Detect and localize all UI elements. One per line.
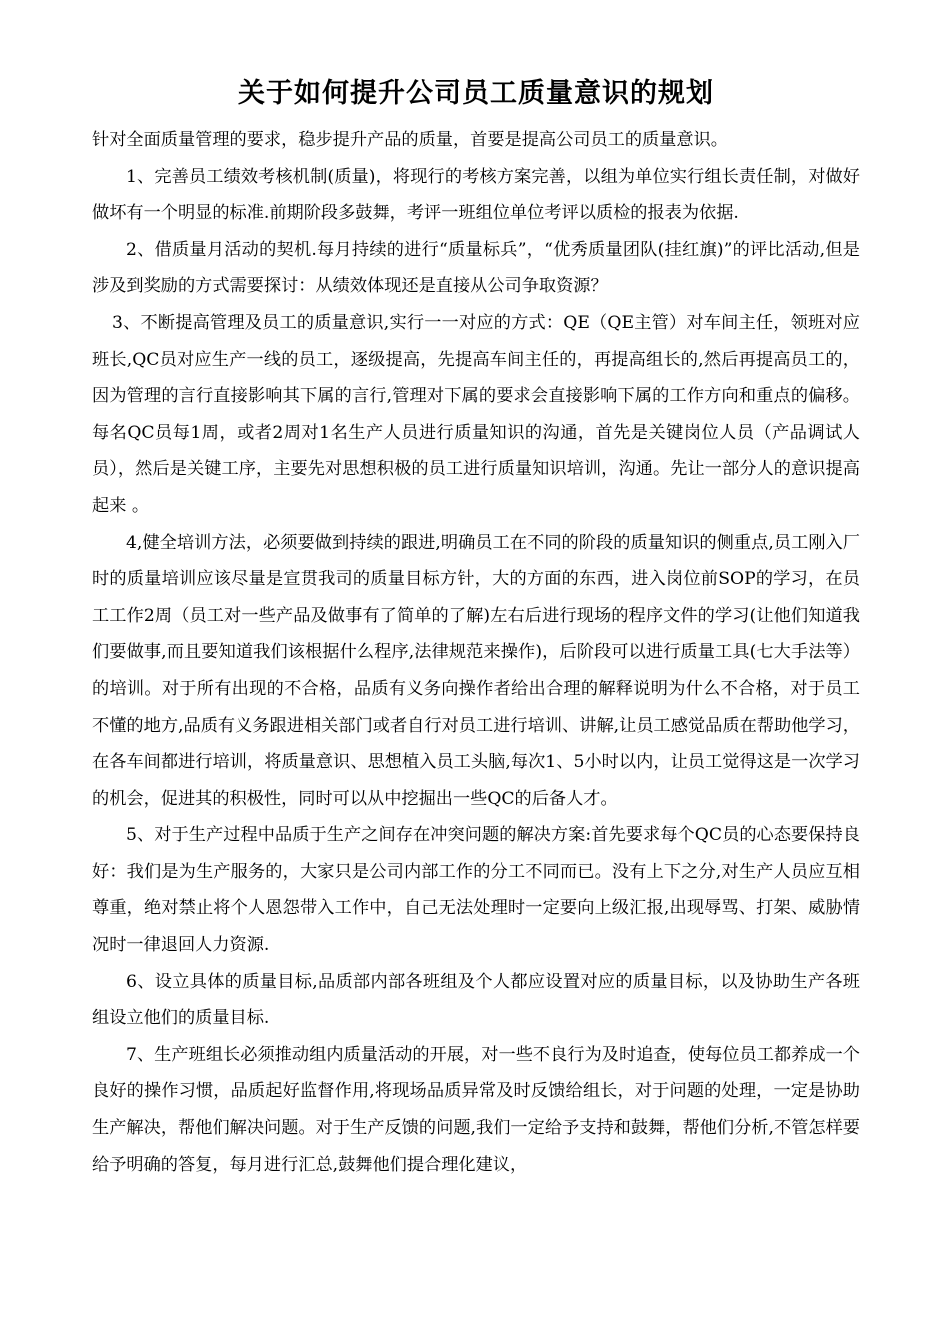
- paragraph-7: 7、生产班组长必须推动组内质量活动的开展，对一些不良行为及时追查，使每位员工都养成一个良好的操作习惯，品质起好监督作用,将现场品质异常及时反馈给组长，对于问题的处理，一定是协助生产解决，帮他们解决问题。对于生产反馈的问题,我们一定给予支持和鼓舞，帮他们分析,不管怎样要给予明确的答复，每月进行汇总,鼓舞他们提合理化建议，: [92, 1044, 860, 1175]
- paragraph-5: 5、对于生产过程中品质于生产之间存在冲突问题的解决方案:首先要求每个QC员的心态要保持良好：我们是为生产服务的，大家只是公司内部工作的分工不同而已。没有上下之分,对生产人员应互相尊重，绝对禁止将个人恩怨带入工作中，自己无法处理时一定要向上级汇报,出现辱骂、打架、威胁情况时一律退回人力资源.: [92, 825, 860, 956]
- paragraph-6: 6、设立具体的质量目标,品质部内部各班组及个人都应设置对应的质量目标，以及协助生产各班组设立他们的质量目标.: [92, 971, 860, 1029]
- document-title: 关于如何提升公司员工质量意识的规划: [238, 78, 714, 109]
- paragraph-1: 1、完善员工绩效考核机制(质量)，将现行的考核方案完善，以组为单位实行组长责任制，对做好做坏有一个明显的标准.前期阶段多鼓舞，考评一班组位单位考评以质检的报表为依据.: [92, 166, 860, 224]
- paragraph-2: 2、借质量月活动的契机.每月持续的进行“质量标兵”，“优秀质量团队(挂红旗)”的评比活动,但是涉及到奖励的方式需要探讨：从绩效体现还是直接从公司争取资源？: [92, 239, 860, 297]
- paragraph-3: 3、不断提高管理及员工的质量意识,实行一一对应的方式：QE（QE主管）对车间主任，领班对应班长,QC员对应生产一线的员工，逐级提高，先提高车间主任的，再提高组长的,然后再提高员工的，因为管理的言行直接影响其下属的言行,管理对下属的要求会直接影响下属的工作方向和重点的偏移。每名QC员每1周，或者2周对1名生产人员进行质量知识的沟通，首先是关键岗位人员（产品调试人员），然后是关键工序，主要先对思想积极的员工进行质量知识培训，沟通。先让一部分人的意识提高起来 。: [92, 312, 860, 516]
- paragraph-4: 4,健全培训方法，必须要做到持续的跟进,明确员工在不同的阶段的质量知识的侧重点,员工刚入厂时的质量培训应该尽量是宣贯我司的质量目标方针，大的方面的东西，进入岗位前SOP的学习，在员工工作2周（员工对一些产品及做事有了简单的了解)左右后进行现场的程序文件的学习(让他们知道我们要做事,而且要知道我们该根据什么程序,法律规范来操作)，后阶段可以进行质量工具(七大手法等）的培训。对于所有出现的不合格，品质有义务向操作者给出合理的解释说明为什么不合格，对于员工不懂的地方,品质有义务跟进相关部门或者自行对员工进行培训、讲解,让员工感觉品质在帮助他学习，在各车间都进行培训，将质量意识、思想植入员工头脑,每次1、5小时以内，让员工觉得这是一次学习的机会，促进其的积极性，同时可以从中挖掘出一些QC的后备人才。: [92, 532, 860, 809]
- intro-paragraph: 针对全面质量管理的要求，稳步提升产品的质量，首要是提高公司员工的质量意识。: [92, 130, 728, 150]
